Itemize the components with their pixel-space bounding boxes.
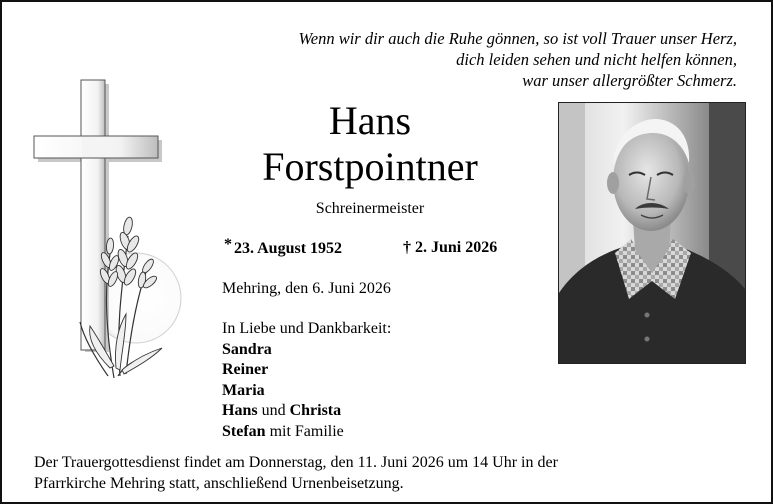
- signoff-intro: In Liebe und Dankbarkeit:: [222, 320, 392, 337]
- birth-date-text: 23. August 1952: [234, 240, 343, 257]
- mourner-name-part: Maria: [222, 381, 265, 399]
- mourner-line: [222, 340, 391, 361]
- service-line-2: Pfarrkirche Mehring statt, anschließend Urnenbeisetzung.: [34, 475, 404, 492]
- mourner-name-part: Hans: [222, 402, 258, 419]
- last-name: Forstpointner: [262, 144, 478, 189]
- mourner-name-part: mit Familie: [265, 422, 344, 440]
- deceased-name: [220, 98, 520, 190]
- death-date: [403, 239, 497, 257]
- verse-line-2: dich leiden sehen und nicht helfen können,: [456, 50, 737, 69]
- mourner-line: [222, 401, 391, 422]
- mourners-list: [222, 340, 391, 443]
- portrait-image: [559, 103, 745, 363]
- profession: Schreinermeister: [315, 200, 425, 217]
- mourner-name-part: Reiner: [222, 361, 269, 378]
- service-announcement: [34, 452, 754, 494]
- mourner-name-part: und: [257, 402, 290, 419]
- birth-symbol: *: [224, 236, 232, 253]
- mourners-signoff: [222, 319, 391, 442]
- cross-with-wheat-icon: [28, 76, 188, 386]
- death-symbol: †: [403, 239, 411, 256]
- verse-line-3: war unser allergrößter Schmerz.: [522, 71, 737, 90]
- mourner-line: [222, 381, 391, 402]
- mourner-name-part: Sandra: [222, 340, 272, 358]
- first-name: Hans: [328, 98, 412, 143]
- death-date-text: 2. Juni 2026: [415, 239, 498, 256]
- birth-date: [224, 236, 342, 258]
- place-and-date: Mehring, den 6. Juni 2026: [222, 280, 391, 297]
- portrait-photo: [558, 102, 746, 364]
- mourner-line: [222, 360, 391, 381]
- service-line-1: Der Trauergottesdienst findet am Donnerstag, den 11. Juni 2026 um 14 Uhr in der: [34, 454, 558, 471]
- mourner-name-part: Christa: [289, 402, 342, 419]
- verse-line-1: Wenn wir dir auch die Ruhe gönnen, so ist voll Trauer unser Herz,: [298, 29, 737, 48]
- verse: [217, 28, 737, 91]
- mourner-name-part: Stefan: [222, 422, 266, 440]
- mourner-line: [222, 422, 391, 443]
